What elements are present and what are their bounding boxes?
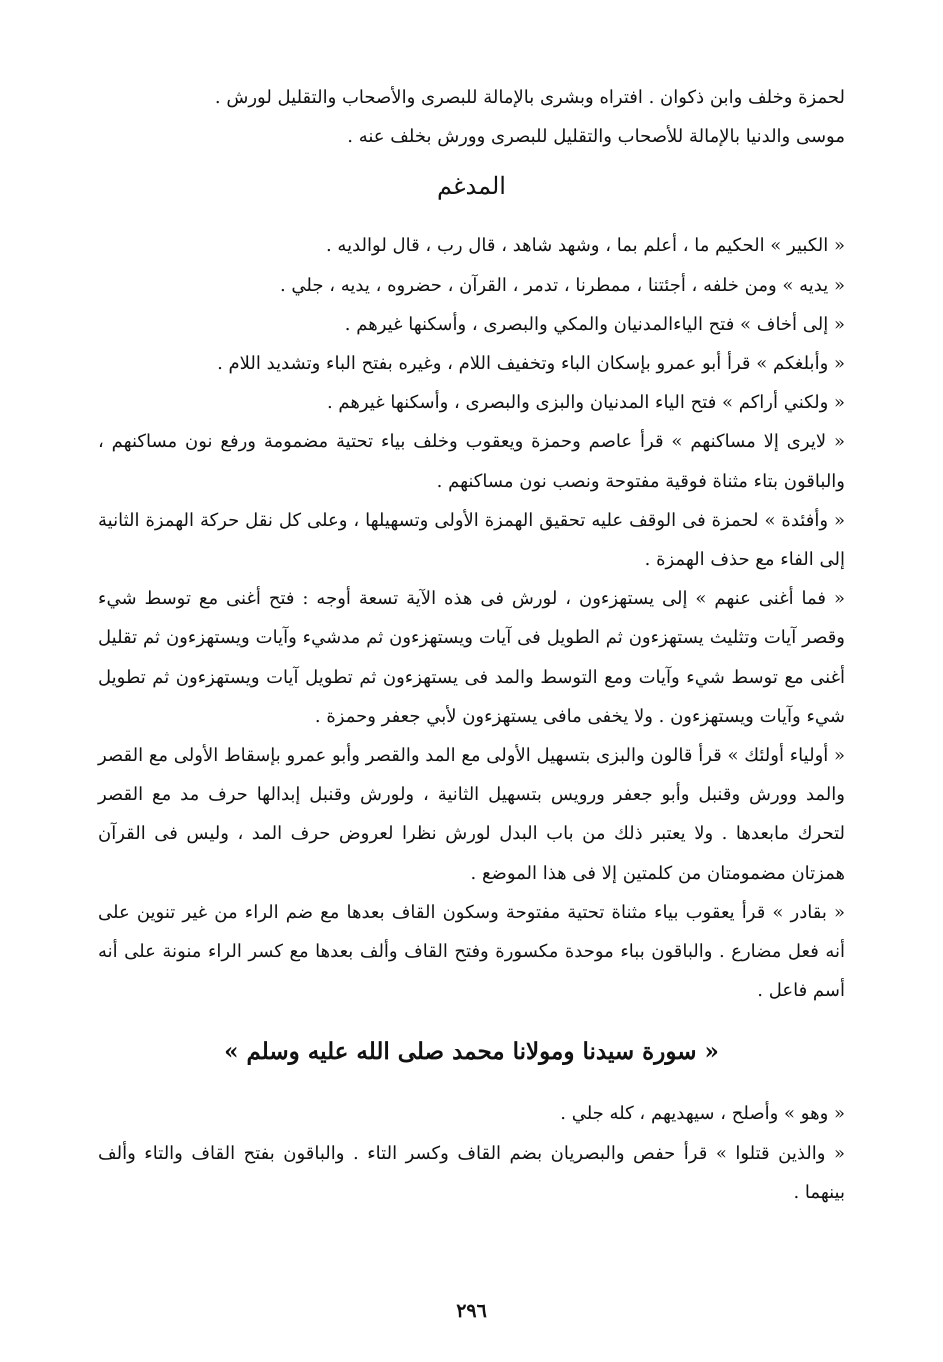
- page-body: [98, 78, 845, 1212]
- paragraph: « والذين قتلوا » قرأ حفص والبصريان بضم القاف وكسر التاء . والباقون بفتح القاف والتاء وألف بينهما .: [98, 1142, 845, 1203]
- paragraph: « يديه » ومن خلفه ، أجئتنا ، ممطرنا ، تدمر ، القرآن ، حضروه ، يديه ، جلي .: [279, 274, 845, 296]
- top-line: موسى والدنيا بالإمالة للأصحاب والتقليل للبصرى وورش بخلف عنه .: [347, 126, 845, 148]
- sura-heading: « سورة سيدنا ومولانا محمد صلى الله عليه وسلم »: [224, 1038, 719, 1066]
- page-number: ٢٩٦: [456, 1300, 487, 1322]
- paragraph: « وأبلغكم » قرأ أبو عمرو بإسكان الباء وتخفيف اللام ، وغيره بفتح الباء وتشديد اللام .: [217, 353, 845, 375]
- section-heading: المدغم: [437, 172, 506, 201]
- paragraph: « إلى أخاف » فتح الياءالمدنيان والمكي والبصرى ، وأسكنها غيرهم .: [344, 313, 845, 335]
- paragraph: « ولكني أراكم » فتح الياء المدنيان والبزى والبصرى ، وأسكنها غيرهم .: [326, 392, 845, 414]
- paragraph: « الكبير » الحكيم ما ، أعلم بما ، وشهد شاهد ، قال رب ، قال لوالديه .: [325, 235, 845, 257]
- paragraph: « وأفئدة » لحمزة فى الوقف عليه تحقيق الهمزة الأولى وتسهيلها ، وعلى كل نقل حركة الهمزة الثانية إلى الفاء مع حذف الهمزة .: [98, 509, 846, 571]
- top-line: لحمزة وخلف وابن ذكوان . افتراه وبشرى بالإمالة للبصرى والأصحاب والتقليل لورش .: [214, 87, 845, 108]
- paragraph: « لايرى إلا مساكنهم » قرأ عاصم وحمزة ويعقوب وخلف بياء تحتية مضمومة ورفع نون مساكنهم ، والباقون بتاء مثناة فوقية مفتوحة ونصب نون مساكنهم .: [98, 431, 845, 492]
- paragraph: « أولياء أولئك » قرأ قالون والبزى بتسهيل الأولى مع المد والقصر وأبو عمرو بإسقاط الأولى مع القصر والمد وورش وقنبل وأبو جعفر ورويس بتسهيل الثانية ، ولورش وقنبل إبدالها حرف مد مع القصر لتحرك مابعدها . ولا يعتبر ذلك من باب البدل لورش نظرا لعروض حرف المد ، وليس فى القرآن همزتان مضمومتان من كلمتين إلا فى هذا الموضع .: [98, 745, 845, 884]
- paragraph: « فما أغنى عنهم » إلى يستهزءون ، لورش فى هذه الآية تسعة أوجه : فتح أغنى مع توسط شيء وقصر آيات وتثليث يستهزءون ثم الطويل فى آيات ويستهزءون ثم مدشيء وآيات ويستهزءون ثم تقليل أغنى مع توسط شيء وآيات ومع التوسط والمد فى يستهزءون ثم تطويل آيات ويستهزءون ثم تطويل شيء وآيات ويستهزءون . ولا يخفى مافى يستهزءون لأبي جعفر وحمزة .: [98, 588, 845, 727]
- paragraph: « بقادر » قرأ يعقوب بياء مثناة تحتية مفتوحة وسكون القاف بعدها مع ضم الراء من غير تنوين على أنه فعل مضارع . والباقون بباء موحدة مكسورة وفتح القاف وألف بعدها مع كسر الراء منونة على أنه أسم فاعل .: [98, 901, 845, 1002]
- paragraph: « وهو » وأصلح ، سيهديهم ، كله جلي .: [560, 1103, 845, 1125]
